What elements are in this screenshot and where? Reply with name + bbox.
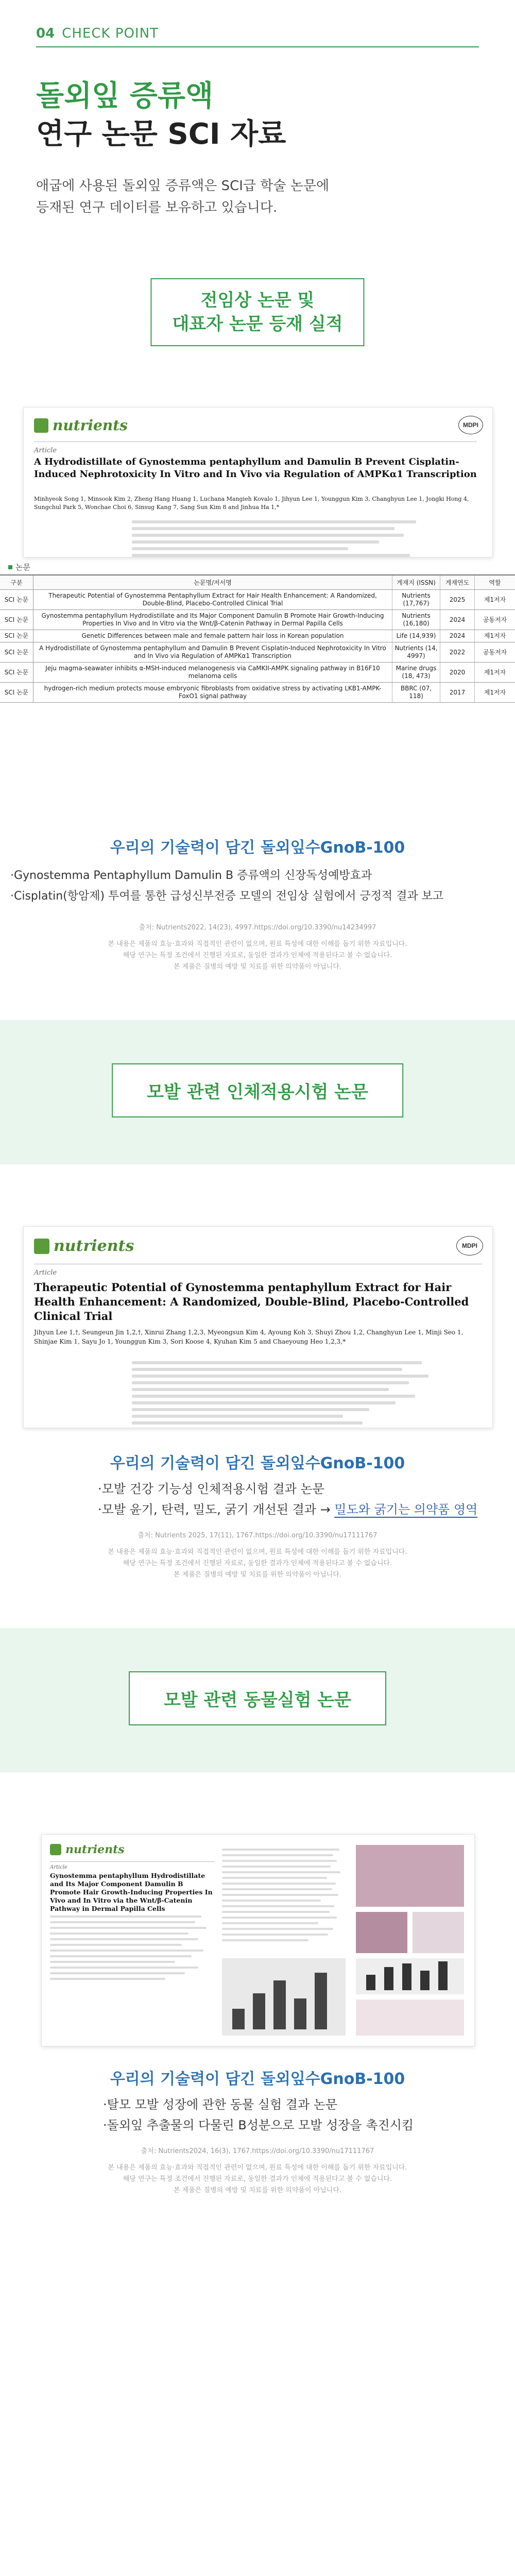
table-row bbox=[0, 642, 515, 663]
article-type: Article bbox=[50, 1865, 67, 1870]
paper-table bbox=[0, 574, 515, 703]
journal-name: nutrients bbox=[53, 417, 128, 434]
section-number: 04 bbox=[36, 26, 55, 41]
figure-chart-panel bbox=[222, 1958, 346, 2036]
table-cell: 공동저자 bbox=[475, 642, 515, 663]
paper-screenshot-2 bbox=[23, 1226, 493, 1428]
figure-image-panel bbox=[413, 1912, 464, 1953]
intro-line-2: 등재된 연구 데이터를 보유하고 있습니다. bbox=[36, 200, 278, 215]
notice-line: 본 제품은 질병의 예방 및 치료를 위한 의약품이 아닙니다. bbox=[173, 963, 342, 971]
journal-name: nutrients bbox=[54, 1237, 134, 1255]
tech-bullets-2 bbox=[98, 1479, 489, 1520]
notice-line: 본 제품은 질병의 예방 및 치료를 위한 의약품이 아닙니다. bbox=[173, 2187, 342, 2194]
bullet-text: ·돌외잎 추출물의 다물린 B성분으로 모발 성장을 촉진시킴 bbox=[103, 2118, 414, 2132]
figure-chart-panel bbox=[356, 1958, 464, 1994]
journal-logo-icon bbox=[34, 1239, 49, 1254]
table-cell: 2024 bbox=[440, 610, 475, 630]
section-band-3 bbox=[0, 1628, 515, 1772]
tech-bullets-1 bbox=[10, 866, 510, 907]
bullet-text: ·탈모 모발 성장에 관한 동물 실험 결과 논문 bbox=[103, 2097, 338, 2112]
table-cell: 공동저자 bbox=[475, 610, 515, 630]
table-row bbox=[0, 663, 515, 683]
table-section-label: 논문 bbox=[0, 562, 515, 574]
paper-table-section bbox=[0, 562, 515, 703]
table-cell: BBRC (07, 118) bbox=[392, 683, 440, 703]
doi-source: 출처: Nutrients2022, 14(23), 4997.https://doi.org/10.3390/nu14234997 bbox=[139, 924, 376, 931]
notice-line: 해당 연구는 특정 조건에서 진행된 자료로, 동일한 결과가 인체에 적용된다고 볼 수 없습니다. bbox=[123, 952, 392, 959]
highlight-text: 밀도와 굵기는 의약품 영역 bbox=[334, 1502, 478, 1517]
tech-bullets-3 bbox=[103, 2094, 494, 2136]
article-type: Article bbox=[34, 447, 57, 454]
table-cell: Life (14,939) bbox=[392, 630, 440, 642]
source-and-notice-2 bbox=[0, 1530, 515, 1581]
notice-line: 본 내용은 제품의 효능·효과와 직접적인 관련이 없으며, 원료 특성에 대한 이해를 돕기 위한 자료입니다. bbox=[108, 2164, 407, 2172]
notice-line: 본 내용은 제품의 효능·효과와 직접적인 관련이 없으며, 원료 특성에 대한 이해를 돕기 위한 자료입니다. bbox=[108, 940, 407, 948]
table-cell: SCI 논문 bbox=[0, 630, 33, 642]
table-header-cell: 게재연도 bbox=[440, 575, 475, 590]
paper-body-text bbox=[50, 1912, 215, 1984]
section-band-2 bbox=[0, 1020, 515, 1164]
table-row bbox=[0, 590, 515, 610]
affiliations bbox=[132, 1358, 461, 1428]
table-header-cell: 게재지 (ISSN) bbox=[392, 575, 440, 590]
table-row bbox=[0, 610, 515, 630]
table-header-cell: 논문명/저서명 bbox=[33, 575, 392, 590]
mdpi-logo: MDPI bbox=[458, 416, 483, 434]
band-title-box: 모발 관련 동물실험 논문 bbox=[129, 1671, 386, 1725]
notice-line: 본 내용은 제품의 효능·효과와 직접적인 관련이 없으며, 원료 특성에 대한 이해를 돕기 위한 자료입니다. bbox=[108, 1548, 407, 1556]
tech-heading-2: 우리의 기술력이 담긴 돌외잎수GnoB-100 bbox=[110, 1454, 405, 1472]
intro-line-1: 애굽에 사용된 돌외잎 증류액은 SCI급 학술 논문에 bbox=[36, 178, 330, 194]
table-cell: 2020 bbox=[440, 663, 475, 683]
table-cell: Nutrients (14, 4997) bbox=[392, 642, 440, 663]
source-and-notice-3 bbox=[0, 2146, 515, 2196]
section-title-line-1: 전임상 논문 및 bbox=[200, 290, 315, 311]
section-label: CHECK POINT bbox=[62, 26, 159, 41]
notice-line: 해당 연구는 특정 조건에서 진행된 자료로, 동일한 결과가 인체에 적용된다고 볼 수 없습니다. bbox=[123, 2175, 392, 2183]
table-cell: 2017 bbox=[440, 683, 475, 703]
table-cell: Genetic Differences between male and female pattern hair loss in Korean population bbox=[33, 630, 392, 642]
table-cell: Gynostemma pentaphyllum Hydrodistillate and Its Major Component Damulin B Promote Hair Growth-Inducing Properties In Vivo and In Vitro via the Wnt/β-Catenin Pathway in Dermal Papilla Cells bbox=[33, 610, 392, 630]
table-cell: 2022 bbox=[440, 642, 475, 663]
paper-title: Gynostemma pentaphyllum Hydrodistillate and Its Major Component Damulin B Promote Hair Growth-Inducing Properties In Vivo and In Vitro via the Wnt/β-Catenin Pathway in Dermal Papilla Cells bbox=[50, 1872, 213, 1912]
bullet-text: ·모발 건강 기능성 인체적용시험 결과 논문 bbox=[98, 1482, 324, 1496]
divider bbox=[50, 1861, 215, 1862]
table-header-cell: 역할 bbox=[475, 575, 515, 590]
table-cell: SCI 논문 bbox=[0, 590, 33, 610]
check-point-header bbox=[36, 21, 479, 47]
title-line-2: 연구 논문 SCI 자료 bbox=[36, 117, 286, 151]
journal-logo bbox=[50, 1843, 125, 1856]
paper-abstract-text bbox=[222, 1845, 346, 1945]
figure-image-panel bbox=[356, 1845, 464, 1907]
table-cell: 제1저자 bbox=[475, 630, 515, 642]
journal-logo bbox=[34, 1237, 134, 1255]
bullet-text: ·Gynostemma Pentaphyllum Damulin B 증류액의 신장독성예방효과 bbox=[10, 869, 372, 882]
journal-name: nutrients bbox=[65, 1843, 125, 1856]
table-cell: 2025 bbox=[440, 590, 475, 610]
intro-text bbox=[36, 175, 479, 218]
page-title bbox=[36, 77, 479, 154]
table-cell: 제1저자 bbox=[475, 683, 515, 703]
band-title-box: 모발 관련 인체적용시험 논문 bbox=[112, 1063, 403, 1117]
table-cell: SCI 논문 bbox=[0, 642, 33, 663]
table-cell: 제1저자 bbox=[475, 663, 515, 683]
section-title-line-2: 대표자 논문 등재 실적 bbox=[172, 314, 343, 334]
journal-logo-icon bbox=[34, 418, 48, 433]
doi-source: 출처: Nutrients 2025, 17(11), 1767.https://doi.org/10.3390/nu17111767 bbox=[138, 1532, 377, 1539]
table-cell: Jeju magma-seawater inhibits α-MSH-induced melanogenesis via CaMKII-AMPK signaling pathway in B16F10 melanoma cells bbox=[33, 663, 392, 683]
table-cell: hydrogen-rich medium protects mouse embryonic fibroblasts from oxidative stress by activating LKB1-AMPK-FoxO1 signal pathway bbox=[33, 683, 392, 703]
bullet-text: ·모발 윤기, 탄력, 밀도, 굵기 개선된 결과 → 밀도와 굵기는 의약품 영역 bbox=[98, 1502, 478, 1517]
title-line-1: 돌외잎 증류액 bbox=[36, 79, 214, 113]
table-cell: 제1저자 bbox=[475, 590, 515, 610]
paper-screenshot-3 bbox=[41, 1834, 475, 2046]
source-and-notice-1 bbox=[0, 922, 515, 973]
paper-screenshot-1 bbox=[23, 407, 493, 557]
table-cell: Therapeutic Potential of Gynostemma Pentaphyllum Extract for Hair Health Enhancement: A Randomized, Double-Blind, Placebo-Controlled Clinical Trial bbox=[33, 590, 392, 610]
figure-image-panel bbox=[356, 1999, 464, 2036]
table-cell: SCI 논문 bbox=[0, 683, 33, 703]
article-type: Article bbox=[34, 1269, 57, 1277]
table-row bbox=[0, 683, 515, 703]
mdpi-logo: MDPI bbox=[456, 1236, 483, 1256]
journal-logo bbox=[34, 417, 128, 434]
paper-title: A Hydrodistillate of Gynostemma pentaphyllum and Damulin B Prevent Cisplatin-Induced Nephrotoxicity In Vitro and In Vivo via Regulation of AMPKα1 Transcription bbox=[34, 456, 477, 480]
notice-line: 본 제품은 질병의 예방 및 치료를 위한 의약품이 아닙니다. bbox=[173, 1571, 342, 1579]
bullet-square-icon bbox=[8, 565, 12, 569]
doi-source: 출처: Nutrients2024, 16(3), 1767.https://doi.org/10.3390/nu17111767 bbox=[141, 2147, 374, 2155]
table-cell: SCI 논문 bbox=[0, 663, 33, 683]
figure-image-panel bbox=[356, 1912, 407, 1953]
tech-heading-1: 우리의 기술력이 담긴 돌외잎수GnoB-100 bbox=[110, 839, 405, 857]
table-cell: Nutrients (17,767) bbox=[392, 590, 440, 610]
paper-title: Therapeutic Potential of Gynostemma pentaphyllum Extract for Hair Health Enhancement: A Randomized, Double-Blind, Placebo-Controlled Clinical Trial bbox=[34, 1281, 469, 1323]
table-cell: SCI 논문 bbox=[0, 610, 33, 630]
paper-authors: Jihyun Lee 1,†, Seungeun Jin 1,2,†, Xinrui Zhang 1,2,3, Myeongsun Kim 4, Ayoung Koh 3, Shuyi Zhou 1,2, Changhyun Lee 1, Minji Seo 1, Shinjae Kim 1, Sayu Jo 1, Younggun Kim 3, Sori Koose 4, Kyuhan Kim 5 and Chaeyoung Heo 1,2,3,* bbox=[34, 1329, 464, 1345]
paper-authors: Minhyeok Song 1, Minsook Kim 2, Zheng Hang Huang 1, Luchana Mangieh Kovalo 1, Jihyun Lee 1, Younggun Kim 3, Changhyun Lee 1, Jongki Hong 4, Sungchul Park 5, Wonchae Choi 6, Sinsug Kang 7, Sang Sun Kim 8 and Jinhua Ha 1,* bbox=[34, 496, 469, 511]
tech-heading-3: 우리의 기술력이 담긴 돌외잎수GnoB-100 bbox=[110, 2070, 405, 2088]
notice-line: 해당 연구는 특정 조건에서 진행된 자료로, 동일한 결과가 인체에 적용된다고 볼 수 없습니다. bbox=[123, 1560, 392, 1567]
table-row bbox=[0, 630, 515, 642]
section-title-box bbox=[150, 278, 364, 346]
table-cell: Nutrients (16,180) bbox=[392, 610, 440, 630]
table-header-row bbox=[0, 575, 515, 590]
table-cell: A Hydrodistillate of Gynostemma pentaphyllum and Damulin B Prevent Cisplatin-Induced Nephrotoxicity In Vitro and In Vivo via Regulation of AMPKα1 Transcription bbox=[33, 642, 392, 663]
bullet-text: ·Cisplatin(항암제) 투여를 통한 급성신부전증 모델의 전임상 실험에서 긍정적 결과 보고 bbox=[10, 890, 444, 903]
journal-logo-icon bbox=[50, 1844, 61, 1855]
table-cell: 2024 bbox=[440, 630, 475, 642]
table-cell: Marine drugs (18, 473) bbox=[392, 663, 440, 683]
affiliations bbox=[132, 517, 441, 557]
table-header-cell: 구분 bbox=[0, 575, 33, 590]
